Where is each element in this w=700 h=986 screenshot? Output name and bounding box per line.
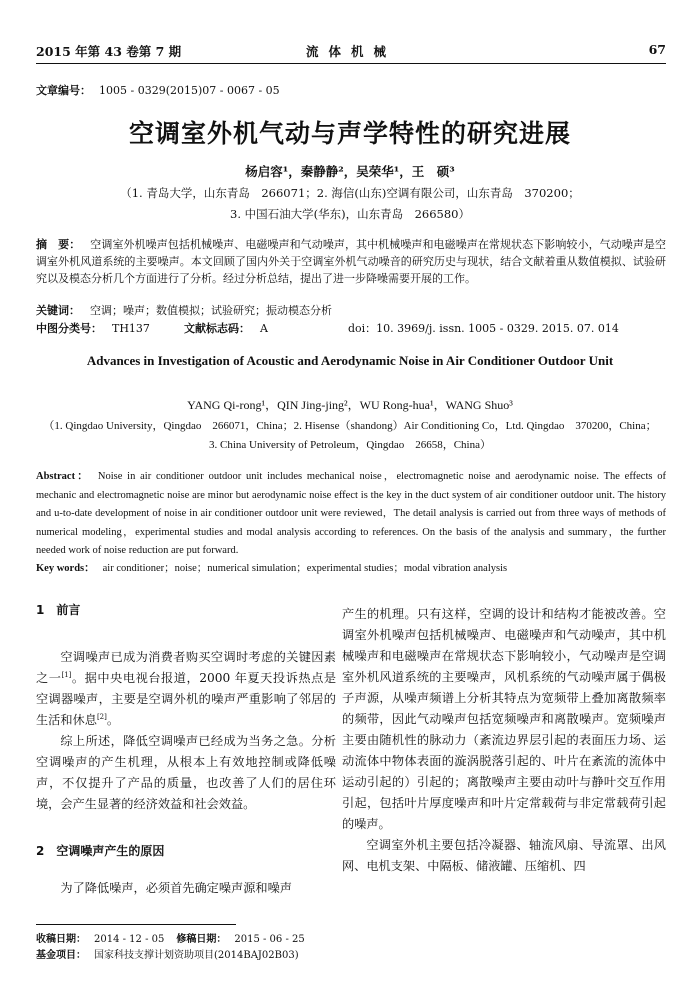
affiliation-cn-line-1: （1. 青岛大学，山东青岛 266071；2. 海信(山东)空调有限公司，山东青岛 370200； <box>120 186 580 200</box>
journal-name: 流体机械 <box>305 44 396 59</box>
fund-value: 国家科技支撑计划资助项目(2014BAJ02B03) <box>94 950 299 961</box>
p1-text: 空调噪声已成为消费者购买空调时考虑的关键因素之一 <box>36 650 336 685</box>
abstract-en-label: Abstract： <box>36 471 90 482</box>
footnotes <box>36 932 666 964</box>
affiliation-en-line-2: 3. China University of Petroleum，Qingdao 26658，China） <box>209 439 491 451</box>
keywords-cn-text: 空调；噪声；数值模拟；试验研究；振动模态分析 <box>90 304 332 317</box>
section-1-paragraph-2: 综上所述，降低空调噪声已经成为当务之急。分析空调噪声的产生机理，从根本上有效地控制或降低噪声，不仅提升了产品的质量，也改善了人们的居住环境，会产生显著的经济效益和社会效益。 <box>36 734 336 811</box>
body-column-right <box>342 604 666 877</box>
title-en: Advances in Investigation of Acoustic and Aerodynamic Noise in Air Conditioner Outdoor Unit <box>86 353 614 368</box>
cls-value: TH137 <box>112 322 150 335</box>
p1-text2: 。据中央电视台报道，2000 年夏天投诉热点是空调器噪声，主要是空调外机的噪声严重影响了邻居的生活和休息 <box>36 671 337 727</box>
citation-1: [1] <box>61 670 72 679</box>
section-2-paragraph-1: 为了降低噪声，必须首先确定噪声源和噪声 <box>60 881 292 895</box>
cls-label: 中图分类号： <box>36 322 102 335</box>
affiliation-en-line-1: （1. Qingdao University，Qingdao 266071，China；2. Hisense（shandong）Air Conditioning Co，Ltd. Qingdao 370200，China； <box>43 420 657 432</box>
keywords-en-label: Key words： <box>36 563 95 574</box>
section-2-paragraph-1-cont: 产生的机理。只有这样，空调的设计和结构才能被改善。空调室外机噪声包括机械噪声、电磁噪声和气动噪声，其中机械噪声和电磁噪声在常规状态下影响较小，气动噪声是空调室外机风道系统的主要噪声，风机系统的气动噪声属于偶极子声源，从噪声频谱上分析其特点为宽频带上叠加离散频率的频带，因此气动噪声包括宽频噪声和离散噪声。宽频噪声主要由随机性的脉动力（紊流边界层引起的表面压力场、运动流体中物体表面的漩涡脱落引起的、叶片在紊流的流体中运动引起的）引起的；离散噪声主要由动叶与静叶交互作用引起，包括叶片厚度噪声和叶片定常载荷与非定常载荷引起的噪声。 <box>342 607 666 831</box>
p1-text3: 。 <box>106 713 120 727</box>
citation-2: [2] <box>96 712 107 721</box>
body-column-left <box>36 600 336 899</box>
keywords-en <box>36 560 666 575</box>
article-number-value: 1005 - 0329(2015)07 - 0067 - 05 <box>99 84 280 97</box>
section-1-heading: 1 前言 <box>36 603 81 617</box>
running-head <box>36 42 666 62</box>
footnote-fund <box>36 948 666 964</box>
abstract-en <box>36 468 666 561</box>
title-cn: 空调室外机气动与声学特性的研究进展 <box>128 119 571 148</box>
fund-label: 基金项目： <box>36 950 86 961</box>
abstract-en-text: Noise in air conditioner outdoor unit includes mechanical noise，electromagnetic noise and aerodynamic noise. The effects of mechanic and electromagnetic noise are minor but aerodynamic noise effect is the key in the duct system of air conditioner outdoor unit. The history and u-to-date development of noise in air conditioner outdoor unit were reviewed，The detail analysis is carried out from three ways of methods of numerical modeling，experimental studies and modal analysis according to references. On the basis of the analysis and summary，the further needed work of noise reduction are put forward. <box>36 471 666 556</box>
journal-issue: 2015 年第 43 卷第 7 期 <box>36 44 182 59</box>
document-code <box>184 320 268 336</box>
header-rule <box>36 63 666 64</box>
doc-label: 文献标志码： <box>184 322 250 335</box>
section-2-paragraph-2: 空调室外机主要包括冷凝器、轴流风扇、导流罩、出风网、电机支架、中隔板、储液罐、压缩机、四 <box>342 838 666 873</box>
affiliation-cn-line-2: 3. 中国石油大学(华东)，山东青岛 266580） <box>230 207 470 221</box>
received-label: 收稿日期： <box>36 934 86 945</box>
revised-label: 修稿日期： <box>176 934 227 945</box>
article-number <box>36 82 280 98</box>
abstract-cn-text: 空调室外机噪声包括机械噪声、电磁噪声和气动噪声，其中机械噪声和电磁噪声在常规状态下影响较小，气动噪声是空调室外机风道系统的主要噪声。本文回顾了国内外关于空调室外机气动噪音的研究历史与现状，结合文献着重从数值模拟、试验研究以及模态分析几个方面进行了分析。经过分析总结，提出了进一步降噪需要开展的工作。 <box>36 238 667 285</box>
article-number-label: 文章编号： <box>36 84 91 97</box>
keywords-cn <box>36 302 666 318</box>
abstract-cn-label: 摘 要： <box>36 238 81 251</box>
doi: doi：10. 3969/j. issn. 1005 - 0329. 2015. 07. 014 <box>348 322 619 335</box>
revised-value: 2015 - 06 - 25 <box>234 934 305 945</box>
section-1-paragraph-1 <box>36 647 336 731</box>
section-2-heading: 2 空调噪声产生的原因 <box>36 844 165 858</box>
footnote-rule <box>36 924 236 925</box>
authors-cn: 杨启容¹，秦静静²，吴荣华¹，王 硕³ <box>245 164 455 179</box>
abstract-cn <box>36 236 666 287</box>
keywords-cn-label: 关键词： <box>36 304 80 317</box>
authors-en: YANG Qi-rong¹，QIN Jing-jing²，WU Rong-hua¹，WANG Shuo³ <box>187 398 513 412</box>
keywords-en-text: air conditioner；noise；numerical simulation；experimental studies；modal vibration analysis <box>102 563 508 574</box>
footnote-dates <box>36 932 666 948</box>
page-number: 67 <box>648 42 666 57</box>
doc-value: A <box>260 322 268 335</box>
received-value: 2014 - 12 - 05 <box>94 934 165 945</box>
classification-number <box>36 320 150 336</box>
classification-line <box>36 320 666 336</box>
